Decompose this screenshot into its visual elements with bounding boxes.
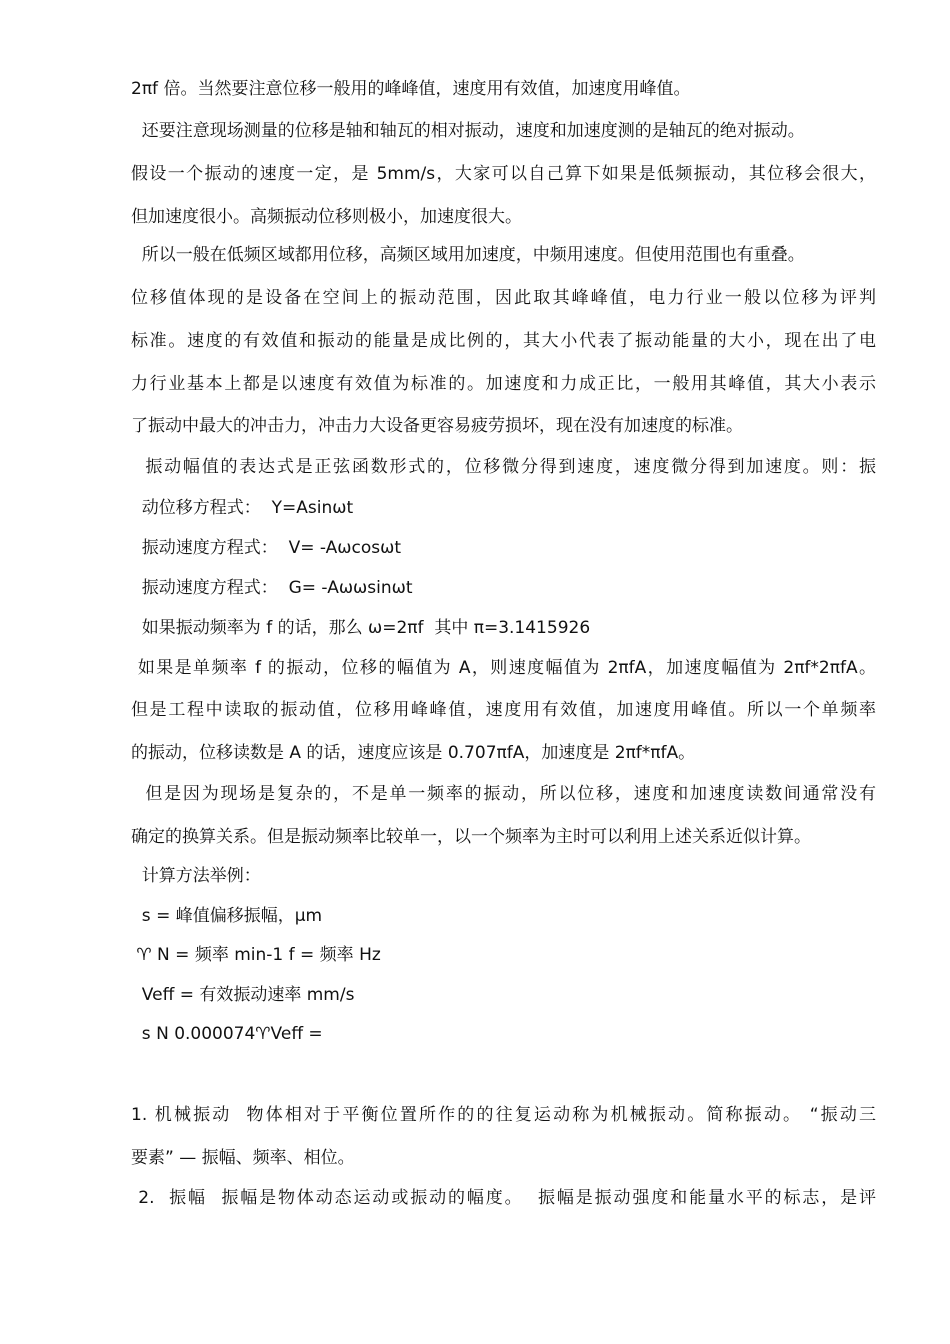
text-line: 的振动，位移读数是 A 的话，速度应该是 0.707πfA，加速度是 2πf*πfA。 bbox=[131, 743, 696, 763]
text-line: 但是因为现场是复杂的，不是单一频率的振动，所以位移，速度和加速度读数间通常没有 bbox=[131, 784, 876, 804]
text-line: 但是工程中读取的振动值，位移用峰峰值，速度用有效值，加速度用峰值。所以一个单频率 bbox=[131, 700, 876, 720]
text-line: 力行业基本上都是以速度有效值为标准的。加速度和力成正比，一般用其峰值，其大小表示 bbox=[131, 374, 876, 394]
section-line: 1. 机械振动 物体相对于平衡位置所作的的往复运动称为机械振动。简称振动。 “振动三 bbox=[131, 1105, 876, 1125]
example-line: s N 0.000074♈Veff = bbox=[131, 1024, 323, 1044]
text-line: 还要注意现场测量的位移是轴和轴瓦的相对振动，速度和加速度测的是轴瓦的绝对振动。 bbox=[131, 121, 805, 141]
text-line: 标准。速度的有效值和振动的能量是成比例的，其大小代表了振动能量的大小，现在出了电 bbox=[131, 331, 876, 351]
example-line: Veff = 有效振动速率 mm/s bbox=[131, 985, 355, 1005]
text-line: 2πf 倍。当然要注意位移一般用的峰峰值，速度用有效值，加速度用峰值。 bbox=[131, 79, 691, 99]
text-line: 振动幅值的表达式是正弦函数形式的，位移微分得到速度，速度微分得到加速度。则：振 bbox=[131, 457, 876, 477]
equation-line: 如果振动频率为 f 的话，那么 ω=2πf 其中 π=3.1415926 bbox=[131, 618, 591, 638]
equation-line: 振动速度方程式： V= -Aωcosωt bbox=[131, 538, 402, 558]
equation-line: 动位移方程式： Y=Asinωt bbox=[131, 498, 354, 518]
text-line: 如果是单频率 f 的振动，位移的幅值为 A，则速度幅值为 2πfA，加速度幅值为 2πf*2πfA。 bbox=[131, 658, 876, 678]
text-line: 位移值体现的是设备在空间上的振动范围，因此取其峰峰值，电力行业一般以位移为评判 bbox=[131, 288, 876, 308]
equation-line: 振动速度方程式： G= -Aωωsinωt bbox=[131, 578, 413, 598]
example-title: 计算方法举例： bbox=[131, 866, 261, 886]
text-line: 所以一般在低频区域都用位移，高频区域用加速度，中频用速度。但使用范围也有重叠。 bbox=[131, 245, 805, 265]
example-line: s = 峰值偏移振幅，μm bbox=[131, 906, 323, 926]
text-line: 假设一个振动的速度一定，是 5mm/s，大家可以自己算下如果是低频振动，其位移会很大， bbox=[131, 164, 876, 184]
text-line: 但加速度很小。高频振动位移则极小，加速度很大。 bbox=[131, 207, 522, 227]
section-line: 2. 振幅 振幅是物体动态运动或振动的幅度。 振幅是振动强度和能量水平的标志，是评 bbox=[131, 1188, 876, 1208]
text-line: 了振动中最大的冲击力，冲击力大设备更容易疲劳损坏，现在没有加速度的标准。 bbox=[131, 416, 743, 436]
example-line: ♈ N = 频率 min-1 f = 频率 Hz bbox=[131, 945, 381, 965]
section-line: 要素” — 振幅、频率、相位。 bbox=[131, 1148, 355, 1168]
text-line: 确定的换算关系。但是振动频率比较单一，以一个频率为主时可以利用上述关系近似计算。 bbox=[131, 827, 811, 847]
